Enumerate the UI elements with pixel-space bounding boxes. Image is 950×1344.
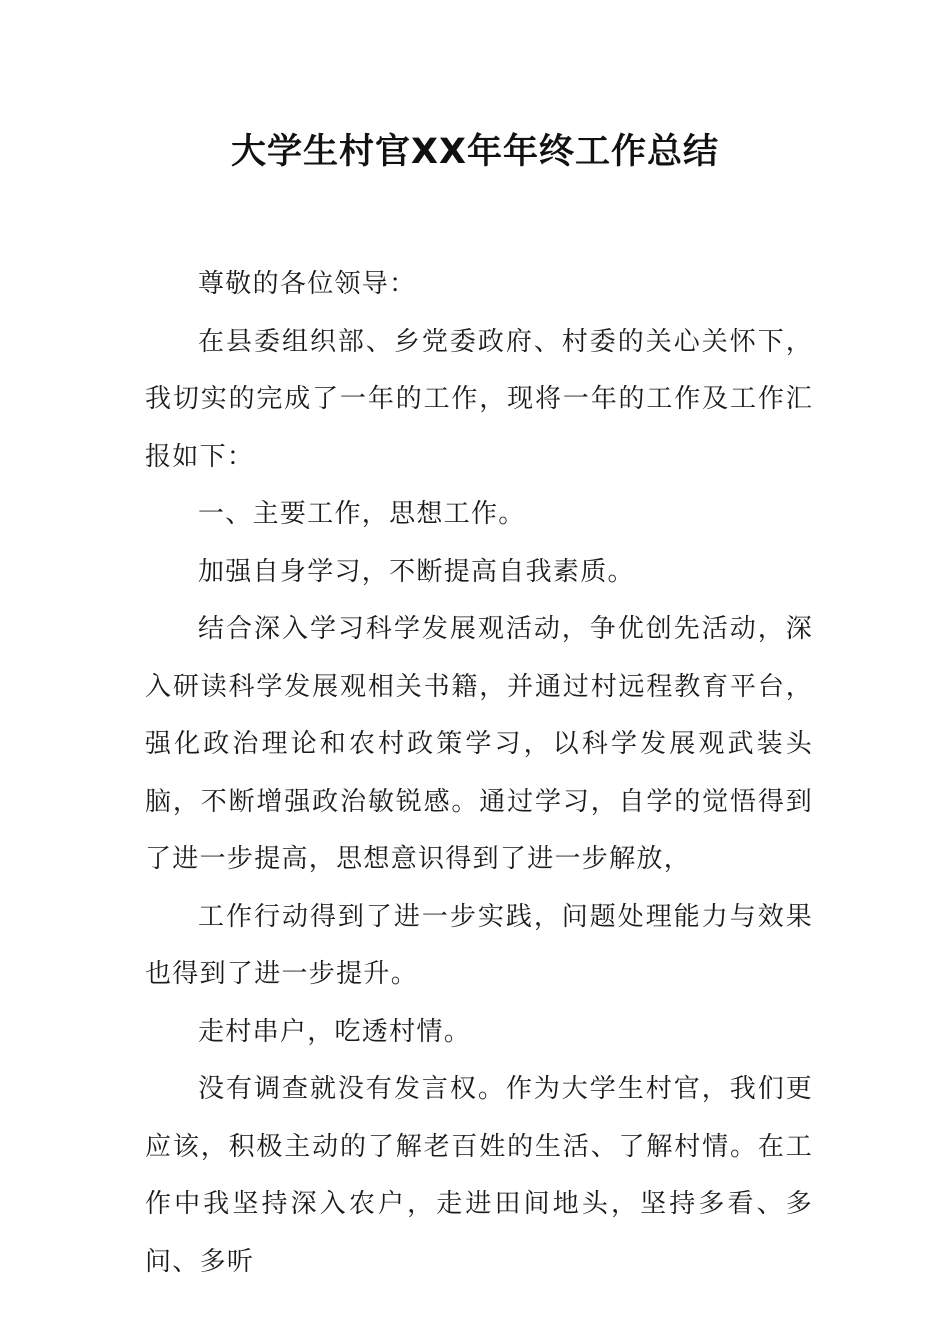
paragraph-study-details: 结合深入学习科学发展观活动，争优创先活动，深入研读科学发展观相关书籍，并通过村远程教育平台，强化政治理论和农村政策学习，以科学发展观武装头脑，不断增强政治敏锐感。通过学习，自学的觉悟得到了进一步提高，思想意识得到了进一步解放， (145, 614, 813, 874)
document-body (145, 256, 813, 1291)
paragraph-intro: 在县委组织部、乡党委政府、村委的关心关怀下，我切实的完成了一年的工作，现将一年的工作及工作汇报如下： (145, 326, 813, 472)
section-heading-main-work: 一、主要工作，思想工作。 (198, 499, 526, 529)
document-title: 大学生村官XX年年终工作总结 (231, 132, 719, 172)
subheading-self-study: 加强自身学习，不断提高自我素质。 (198, 556, 635, 587)
subheading-village-visits: 走村串户，吃透村情。 (198, 1016, 472, 1047)
paragraph-investigation: 没有调查就没有发言权。作为大学生村官，我们更应该，积极主动的了解老百姓的生活、了解村情。在工作中我坚持深入农户，走进田间地头，坚持多看、多问、多听 (145, 1074, 813, 1277)
paragraph-salutation: 尊敬的各位领导： (198, 269, 417, 299)
paragraph-work-practice: 工作行动得到了进一步实践，问题处理能力与效果也得到了进一步提升。 (145, 901, 813, 989)
